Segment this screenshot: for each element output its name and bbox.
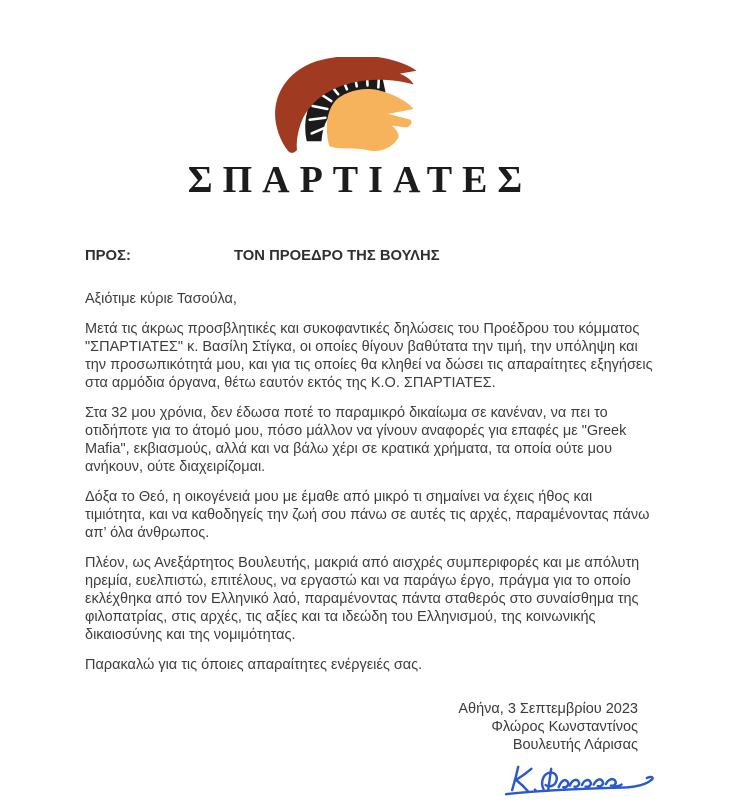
recipient-name: ΤΟΝ ΠΡΟΕΔΡΟ ΤΗΣ ΒΟΥΛΗΣ	[234, 248, 440, 264]
signature-block	[85, 762, 655, 800]
place-date: Αθήνα, 3 Σεπτεμβρίου 2023	[458, 701, 638, 717]
paragraph-4: Πλέον, ως Ανεξάρτητος Βουλευτής, μακριά από αισχρές συμπεριφορές και με απόλυτη ηρεμία, ευελπιστώ, επιτέλους, να εργαστώ και να παράγω έργο, πράγμα για το οποίο εκλέχθηκα από τον Ελληνικό λαό, παραμένοντας πάντα σταθερός στο συναίσθημα της φιλοπατρίας, στις αρχές, τις αξίες και τα ιδεώδη του Ελληνισμού, της κοινωνικής δικαιοσύνης και της νομιμότητας.	[85, 555, 640, 643]
closing-block	[85, 700, 655, 754]
handwritten-signature-icon	[503, 762, 655, 800]
sender-name: Φλώρος Κωνσταντίνος	[491, 719, 638, 735]
party-wordmark: ΣΠΑΡΤΙΑΤΕΣ	[187, 159, 533, 201]
paragraph-3: Δόξα το Θεό, η οικογένειά μου με έμαθε από μικρό τι σημαίνει να έχεις ήθος και τιμιότητα, και να καθοδηγείς την ζωή σου πάνω σε αυτές τις αρχές, παραμένοντας πάνω απ’ όλα άνθρωπος.	[85, 489, 650, 541]
party-logo	[85, 0, 655, 202]
sender-title: Βουλευτής Λάρισας	[512, 737, 638, 753]
recipient-row	[85, 247, 655, 265]
to-label: ΠΡΟΣ:	[85, 248, 131, 264]
paragraph-2: Στα 32 μου χρόνια, δεν έδωσα ποτέ το παραμικρό δικαίωμα σε κανέναν, να πει το οτιδήποτε για το άτομό μου, πόσο μάλλον να γίνουν αναφορές για επαφές με "Greek Mafia", εκβιασμούς, αλλά και να βάλω χέρι σε κρατικά χρήματα, τα οποία ούτε μου ανήκουν, ούτε διαχειρίζομαι.	[85, 405, 627, 475]
paragraph-5: Παρακαλώ για τις όποιες απαραίτητες ενέργειές σας.	[85, 657, 423, 673]
spartan-helmet-icon	[270, 57, 420, 155]
helmet-face-shape	[327, 89, 414, 151]
signature-strokes	[506, 767, 653, 794]
paragraph-1: Μετά τις άκρως προσβλητικές και συκοφαντικές δηλώσεις του Προέδρου του κόμματος "ΣΠΑΡΤΙΑΤΕΣ" κ. Βασίλη Στίγκα, οι οποίες θίγουν βαθύτατα την τιμή, την υπόληψη και την προσωπικότητά μου, και για τις οποίες θα κληθεί να δώσει τις απαραίτητες εξηγήσεις στα αρμόδια όργανα, θέτω εαυτόν εκτός της Κ.Ο. ΣΠΑΡΤΙΑΤΕΣ.	[85, 321, 653, 391]
salutation: Αξιότιμε κύριε Τασούλα,	[85, 291, 237, 307]
